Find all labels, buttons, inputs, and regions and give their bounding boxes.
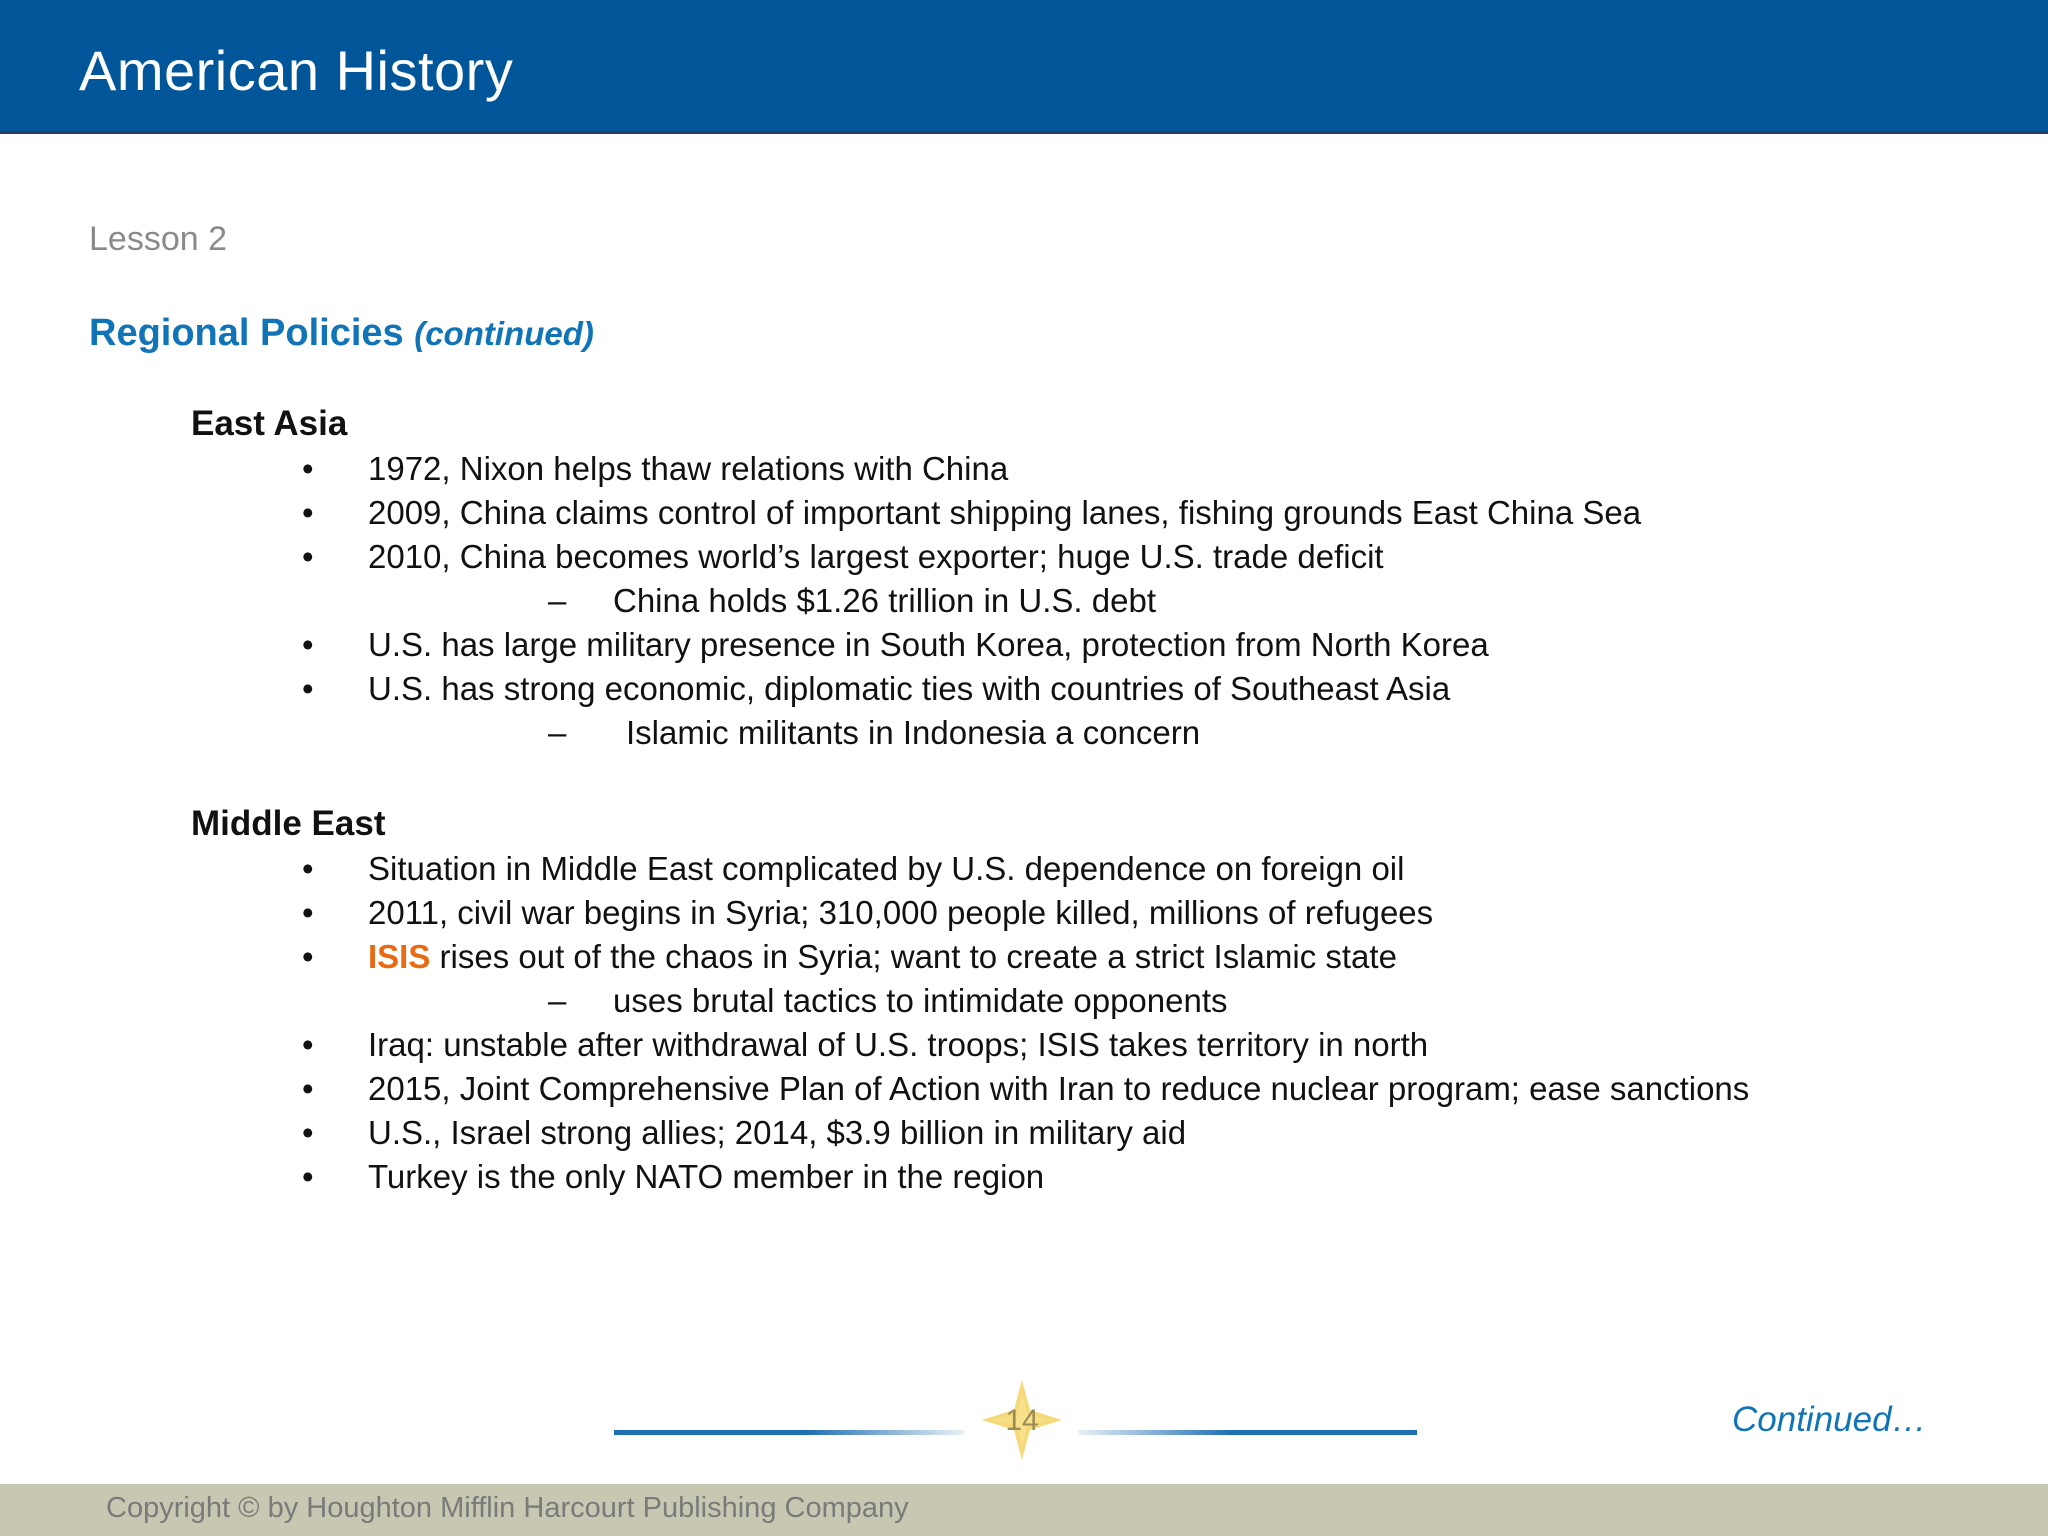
slide-title: American History	[79, 39, 514, 102]
bullet-text: 1972, Nixon helps thaw relations with China	[368, 450, 1009, 487]
bullet-dot: •	[302, 1070, 314, 1107]
copyright-bar	[0, 1484, 2048, 1536]
region-heading-middle-east: Middle East	[191, 804, 386, 843]
sub-bullet-text: Islamic militants in Indonesia a concern	[626, 714, 1201, 751]
bullet-dot: •	[302, 850, 314, 887]
section-title-text: Regional Policies	[89, 312, 404, 354]
bullet-text: 2009, China claims control of important shipping lanes, fishing grounds East China Sea	[368, 494, 1642, 531]
isis-highlight: ISIS	[368, 938, 431, 975]
sub-bullet-text: China holds $1.26 trillion in U.S. debt	[613, 582, 1156, 619]
dash-marker: –	[548, 982, 567, 1019]
bullet-dot: •	[302, 626, 314, 663]
bullet-dot: •	[302, 450, 314, 487]
bullet-dot: •	[302, 1114, 314, 1151]
footer-divider-right	[1078, 1430, 1417, 1435]
bullet-text: Situation in Middle East complicated by U.S. dependence on foreign oil	[368, 850, 1405, 887]
bullet-dot: •	[302, 894, 314, 931]
bullet-dot: •	[302, 1026, 314, 1063]
page-number: 14	[1005, 1404, 1039, 1437]
bullet-dot: •	[302, 538, 314, 575]
sub-bullet-text: uses brutal tactics to intimidate opponents	[613, 982, 1228, 1019]
bullet-dot: •	[302, 670, 314, 707]
slide-header	[0, 0, 2048, 134]
continued-label: Continued…	[1732, 1400, 1927, 1439]
bullet-dot: •	[302, 938, 314, 975]
bullet-text: Turkey is the only NATO member in the region	[368, 1158, 1045, 1195]
page-number-badge	[980, 1378, 1064, 1462]
bullet-text	[368, 938, 1397, 976]
footer-divider-left	[614, 1430, 964, 1435]
bullet-text: 2011, civil war begins in Syria; 310,000 people killed, millions of refugees	[368, 894, 1434, 931]
bullet-text: 2010, China becomes world’s largest exporter; huge U.S. trade deficit	[368, 538, 1384, 575]
section-title	[89, 312, 594, 355]
section-title-suffix: (continued)	[414, 315, 594, 352]
bullet-text: U.S., Israel strong allies; 2014, $3.9 billion in military aid	[368, 1114, 1187, 1151]
bullet-dot: •	[302, 494, 314, 531]
region-heading-east-asia: East Asia	[191, 404, 348, 443]
bullet-text-rest: rises out of the chaos in Syria; want to create a strict Islamic state	[430, 938, 1397, 975]
copyright-text: Copyright © by Houghton Mifflin Harcourt Publishing Company	[106, 1492, 909, 1524]
lesson-label: Lesson 2	[89, 220, 227, 258]
bullet-text: U.S. has large military presence in South Korea, protection from North Korea	[368, 626, 1489, 663]
dash-marker: –	[548, 582, 567, 619]
bullet-text: U.S. has strong economic, diplomatic ties with countries of Southeast Asia	[368, 670, 1451, 707]
bullet-text: 2015, Joint Comprehensive Plan of Action with Iran to reduce nuclear program; ease sanctions	[368, 1070, 1750, 1107]
bullet-dot: •	[302, 1158, 314, 1195]
dash-marker: –	[548, 714, 567, 751]
bullet-text: Iraq: unstable after withdrawal of U.S. troops; ISIS takes territory in north	[368, 1026, 1429, 1063]
